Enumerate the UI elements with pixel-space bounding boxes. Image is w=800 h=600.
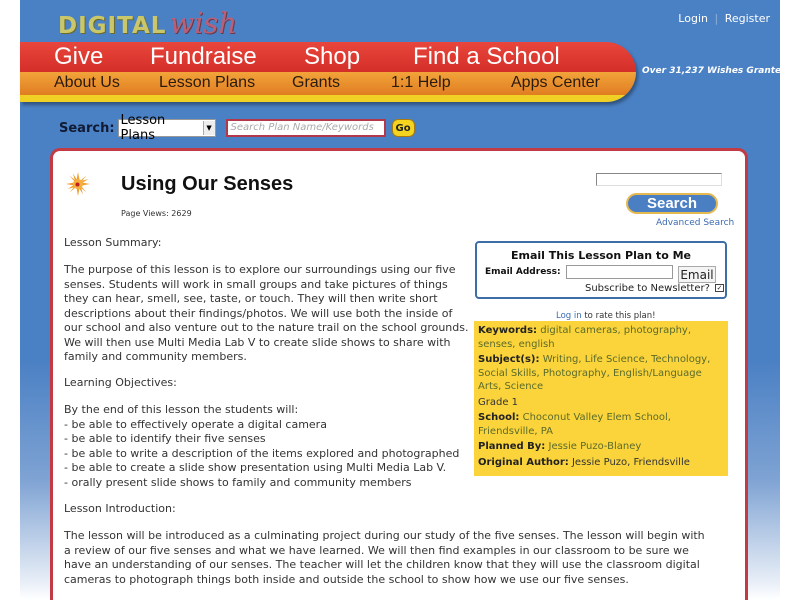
nav-find-a-school[interactable]: Find a School [413,43,560,70]
summary-line: our school and also venture out to the nature trail on the school grounds. [64,321,469,334]
primary-nav [20,42,636,72]
register-link[interactable]: Register [724,12,770,25]
author-label: Original Author: [478,456,569,468]
planned-by-row [478,440,724,454]
logo-text-wish: wish [169,6,238,40]
lesson-title: Using Our Senses [121,173,294,195]
nav-shop[interactable]: Shop [304,43,361,70]
keywords-label: Keywords: [478,325,538,336]
summary-line: family and community members. [64,350,247,363]
subjects-row [478,353,724,394]
objective-item: - be able to write a description of the items explored and photographed [64,446,460,460]
rate-text: to rate this plan! [581,311,656,321]
objectives-list [64,403,459,490]
nav-1-1-help[interactable]: 1:1 Help [391,74,451,91]
logo-text-digital: DIGITAL [58,13,167,39]
subscribe-checkbox[interactable]: ✓ [716,284,723,292]
subscribe-label: Subscribe to Newsletter? [585,283,710,294]
objective-item: - be able to create a slide show presentation using Multi Media Lab V. [64,461,447,474]
sidebar-search-input[interactable] [596,173,722,186]
sidebar-search-button[interactable]: Search [626,193,718,214]
digital-wish-logo[interactable] [58,6,237,42]
summary-line: We will then use Multi Media Lab V to create slide shows to share with [64,335,451,349]
nav-accent-stripe [20,95,636,102]
secondary-nav [20,72,636,95]
main-navigation [20,42,636,102]
chevron-down-icon: ▼ [203,121,215,135]
objective-item: - be able to effectively operate a digital camera [64,417,327,431]
nav-lesson-plans[interactable]: Lesson Plans [159,74,256,91]
planned-by-link[interactable]: Jessie Puzo-Blaney [548,441,642,452]
lesson-info-box [474,321,728,476]
advanced-search-link[interactable]: Advanced Search [656,218,735,228]
school-link[interactable]: Choconut Valley Elem School, Friendsville, PA [478,412,671,437]
nav-grants[interactable]: Grants [292,74,341,91]
email-lesson-plan-box [475,241,727,299]
summary-line: The purpose of this lesson is to explore our surroundings using our five [64,263,456,276]
wishes-granted-counter: Over 31,237 Wishes Granted! [642,66,792,76]
objective-item: - orally present slide shows to family and community members [64,475,412,489]
sun-icon [66,172,90,196]
intro-line: a review of our five senses and what we have learned. We will then find examples in our classroom to be sure we [64,543,689,557]
login-link[interactable]: Login [678,12,708,25]
objectives-heading: Learning Objectives: [64,376,177,389]
nav-apps-center[interactable]: Apps Center [511,74,600,91]
nav-fundraise[interactable]: Fundraise [150,43,257,70]
email-box-title: Email This Lesson Plan to Me [510,249,691,262]
intro-line: have an understanding of our senses. The teacher will let the children know that they will use the classroom digital [64,558,700,571]
link-separator: | [714,12,719,25]
search-category-select[interactable] [118,113,216,143]
email-button[interactable]: Email [678,266,716,283]
search-category-value: Lesson Plans [120,113,166,143]
nav-about-us[interactable]: About Us [54,74,120,91]
summary-line: they can hear, smell, see, taste, or touch. They will then write short [64,292,438,305]
objectives-intro: By the end of this lesson the students will: [64,403,299,416]
school-label: School: [478,412,520,423]
school-row [478,411,724,438]
keywords-row [478,324,724,351]
grade-row: Grade 1 [478,396,519,408]
subjects-label: Subject(s): [478,354,540,365]
subscribe-newsletter [585,283,724,294]
introduction-heading: Lesson Introduction: [64,502,176,515]
summary-line: senses. Students will work in small groups and take pictures of things [64,277,448,291]
email-address-input[interactable] [566,265,673,279]
site-search-bar [59,113,415,143]
summary-text [64,263,469,365]
subjects-links[interactable]: Writing, Life Science, Technology, Social Skills, Photography, English/Language Arts, Science [478,354,711,392]
author-row [478,456,724,470]
intro-line: cameras to photograph things both inside and outside the school to show how we use our five senses. [64,572,629,586]
planned-by-label: Planned By: [478,441,546,452]
email-address-label: Email Address: [485,267,561,277]
nav-give[interactable]: Give [54,43,104,70]
summary-heading: Lesson Summary: [64,236,162,249]
summary-line: descriptions about their findings/photos. We will use both the inside of [64,306,453,320]
search-keywords-input[interactable]: Search Plan Name/Keywords [226,119,386,137]
author-value: Jessie Puzo, Friendsville [571,456,690,468]
page-views: Page Views: 2629 [121,209,192,218]
introduction-text [64,529,744,587]
search-go-button[interactable]: Go [392,119,415,137]
account-links [678,12,770,25]
rate-plan-prompt [556,311,656,321]
keywords-links[interactable]: digital cameras, photography, senses, english [478,325,692,350]
search-label: Search: [59,120,115,136]
intro-line: The lesson will be introduced as a culminating project during our study of the five senses. The lesson will begin with [64,529,705,542]
log-in-link[interactable]: Log in [556,311,582,321]
objective-item: - be able to identify their five senses [64,432,266,445]
